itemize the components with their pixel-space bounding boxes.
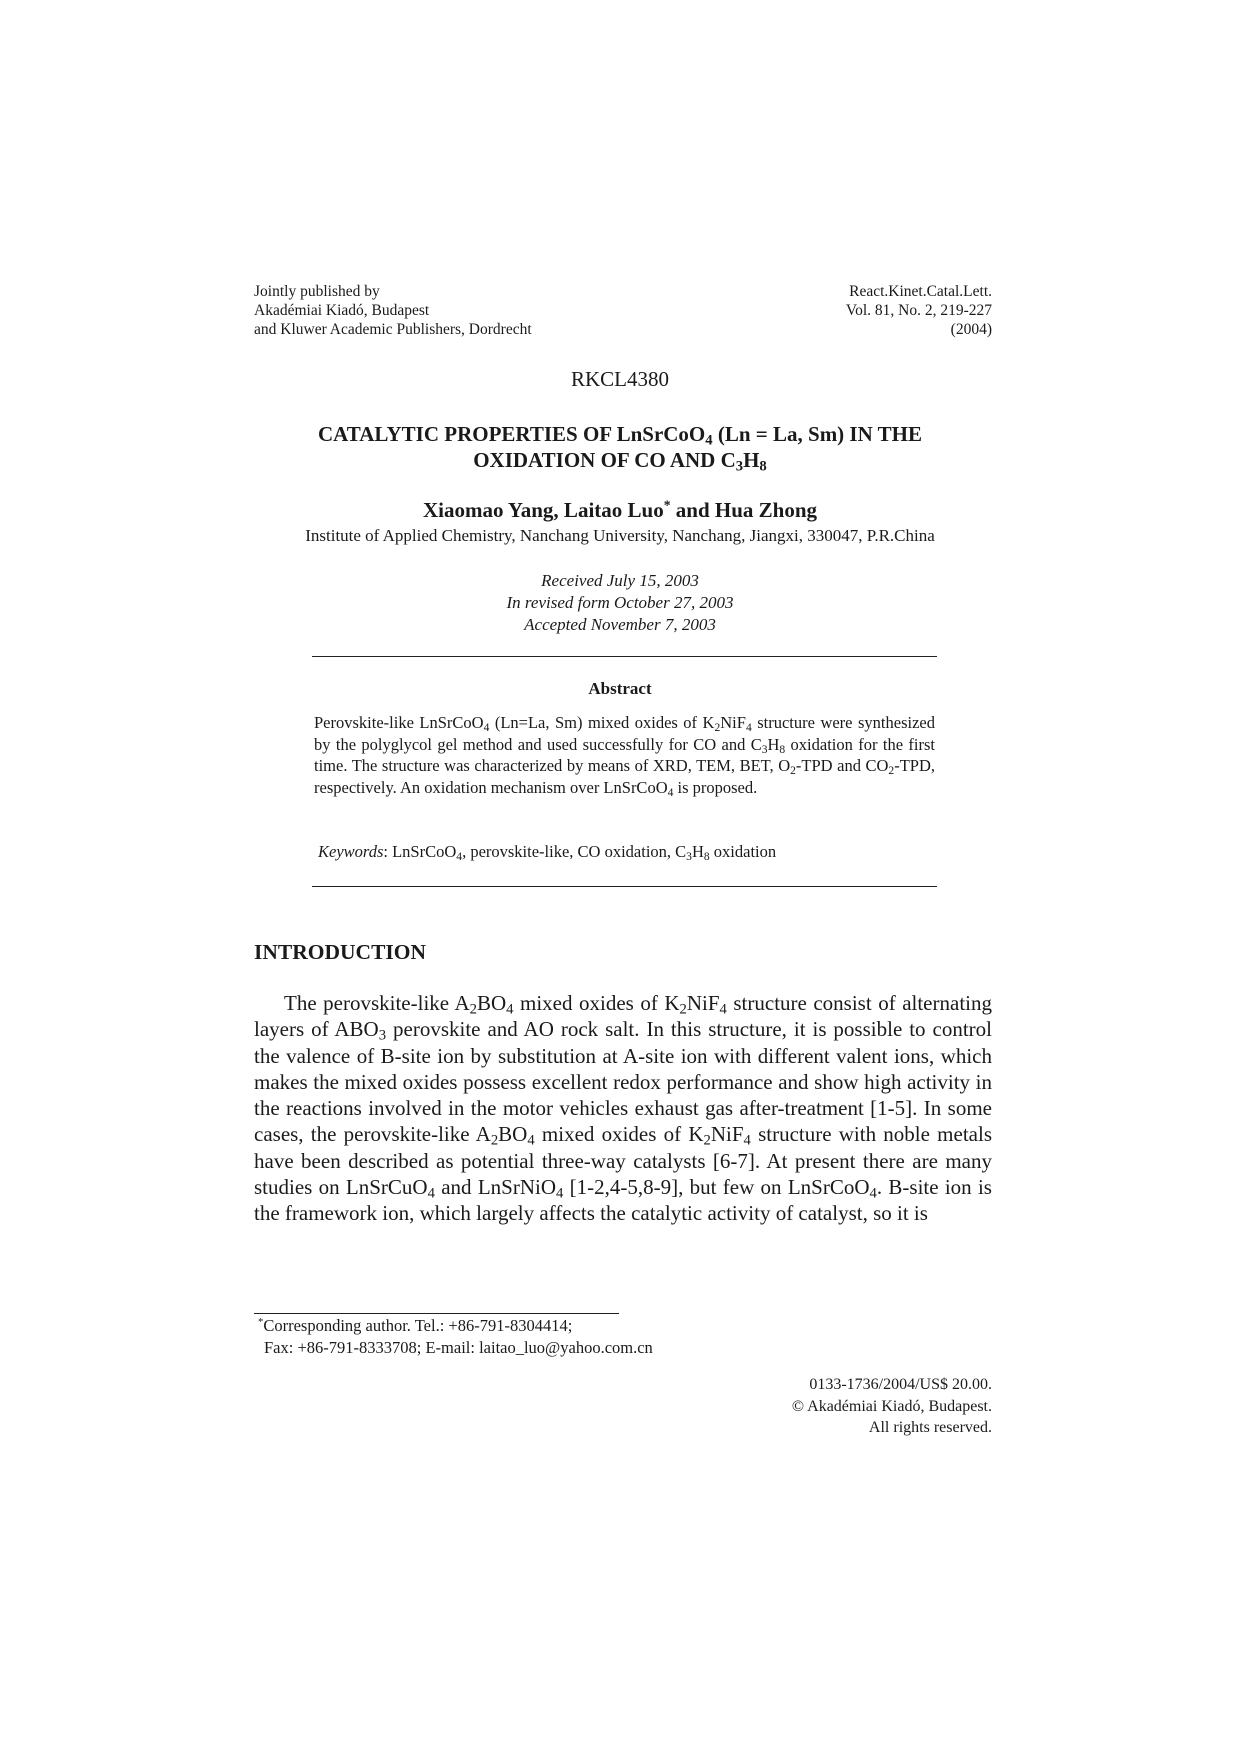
publisher-line: Jointly published by xyxy=(254,283,380,300)
journal-info xyxy=(846,282,992,339)
publisher-line: Akadémiai Kiadó, Budapest xyxy=(254,302,430,319)
footnote-rule xyxy=(254,1313,619,1314)
abstract-text: Perovskite-like LnSrCoO$_4$ (Ln=La, Sm) mixed oxides of $K_2NiF_4$ structure were synthesized by the polyglycol gel method and used successfully for CO and $C_3H_8$ oxidation for the first time. The structure was characterized by means of XRD, TEM, BET, $O_2$-TPD and $CO_2$-TPD, respectively. An oxidation mechanism over LnSrCoO$_4$ is proposed. xyxy=(314,713,935,799)
authors: Xiaomao Yang, Laitao Luo* and Hua Zhong xyxy=(422,497,818,522)
copyright-block xyxy=(792,1374,992,1439)
title-line-2: OXIDATION OF CO AND $C_3H_8$ xyxy=(473,448,767,475)
title-line-1: CATALYTIC PROPERTIES OF LnSrCoO$_4$ (Ln = La, Sm) IN THE xyxy=(318,422,922,449)
section-heading: INTRODUCTION xyxy=(254,940,427,964)
footnote xyxy=(258,1315,653,1359)
abstract-bottom-rule xyxy=(312,886,937,887)
revised-date: In revised form October 27, 2003 xyxy=(506,593,734,612)
publisher-line: and Kluwer Academic Publishers, Dordrecht xyxy=(254,321,532,338)
introduction-paragraph: The perovskite-like $A_2BO_4$ mixed oxides of $K_2NiF_4$ structure consist of alternating layers of $ABO_3$ perovskite and AO rock salt. In this structure, it is possible to control the valence of B-site ion by substitution at A-site ion with different valent ions, which makes the mixed oxides possess excellent redox performance and show high activity in the reactions involved in the motor vehicles exhaust gas after-treatment [1-5]. In some cases, the perovskite-like $A_2BO_4$ mixed oxides of $K_2NiF_4$ structure with noble metals have been described as potential three-way catalysts [6-7]. At present there are many studies on LnSrCuO$_4$ and LnSrNiO$_4$ [1-2,4-5,8-9], but few on LnSrCoO$_4$. B-site ion is the framework ion, which largely affects the catalytic activity of catalyst, so it is xyxy=(254,991,992,1226)
corresponding-mark: * xyxy=(663,497,671,513)
abstract-heading: Abstract xyxy=(588,679,652,698)
journal-line: React.Kinet.Catal.Lett. xyxy=(849,283,992,300)
footnote-mark: * xyxy=(258,1316,264,1329)
journal-line: Vol. 81, No. 2, 219-227 xyxy=(845,302,992,319)
journal-line: (2004) xyxy=(950,321,992,338)
keywords: Keywords: LnSrCoO$_4$, perovskite-like, CO oxidation, $C_3H_8$ oxidation xyxy=(318,842,777,863)
keywords-label: Keywords xyxy=(318,842,384,861)
abstract-top-rule xyxy=(312,656,937,657)
publisher-info xyxy=(254,282,532,339)
article-id: RKCL4380 xyxy=(570,367,669,391)
affiliation: Institute of Applied Chemistry, Nanchang University, Nanchang, Jiangxi, 330047, P.R.China xyxy=(305,526,935,545)
dates xyxy=(0,570,1240,636)
issn-price: 0133-1736/2004/US$ 20.00. xyxy=(809,1376,992,1393)
accepted-date: Accepted November 7, 2003 xyxy=(524,615,716,634)
rights-reserved: All rights reserved. xyxy=(868,1419,992,1436)
received-date: Received July 15, 2003 xyxy=(541,571,699,590)
copyright-holder: © Akadémiai Kiadó, Budapest. xyxy=(791,1397,992,1415)
paper-title xyxy=(200,421,1040,473)
footnote-line-1: *Corresponding author. Tel.: +86-791-8304414; xyxy=(258,1316,573,1335)
footnote-line-2: Fax: +86-791-8333708; E-mail: laitao_luo@yahoo.com.cn xyxy=(264,1338,653,1357)
